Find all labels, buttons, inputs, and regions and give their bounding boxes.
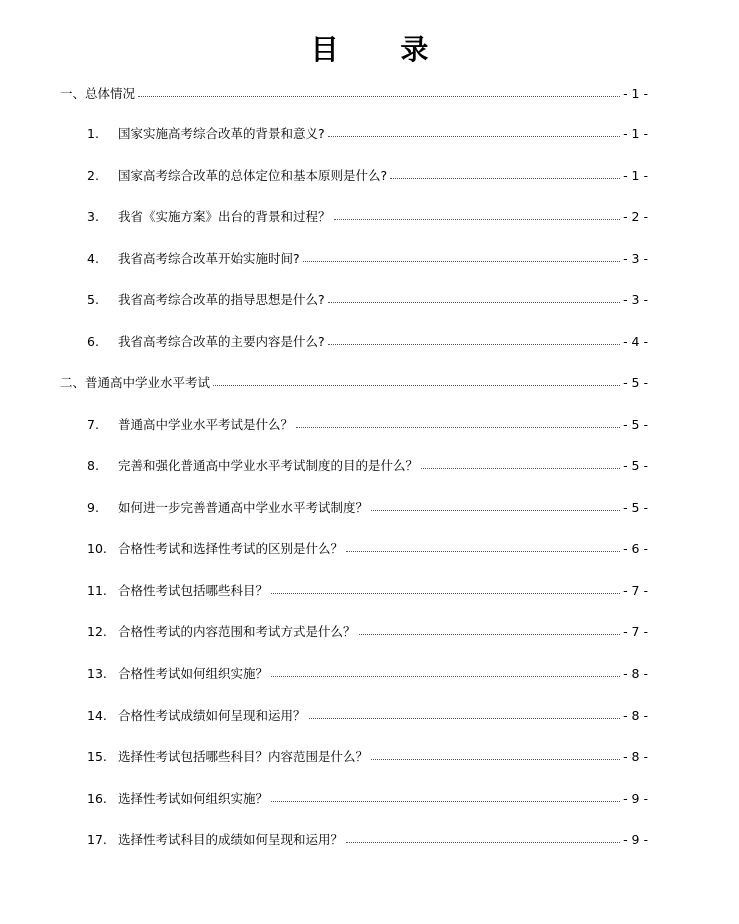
toc-entry-number: 17. <box>87 832 107 847</box>
dot-leader <box>303 260 620 262</box>
dot-leader <box>271 675 620 677</box>
toc-entry-text: 我省高考综合改革的指导思想是什么? <box>118 292 325 307</box>
toc-entry-page: - 5 - <box>623 375 648 390</box>
page-title: 目 录 <box>310 33 455 66</box>
dot-leader <box>296 426 620 428</box>
dot-leader <box>271 592 620 594</box>
toc-entry-number: 12. <box>87 624 107 639</box>
toc-entry-number: 15. <box>87 749 107 764</box>
toc-entry-number: 16. <box>87 791 107 806</box>
toc-entry[interactable] <box>60 290 648 310</box>
toc-entry-page: - 3 - <box>623 292 648 307</box>
toc-entry-text: 我省高考综合改革开始实施时间? <box>118 251 300 266</box>
toc-entry[interactable] <box>60 539 648 559</box>
toc-entry[interactable] <box>60 830 648 850</box>
dot-leader <box>328 135 620 137</box>
dot-leader <box>138 95 620 97</box>
toc-entry-page: - 4 - <box>623 334 648 349</box>
dot-leader <box>271 800 620 802</box>
toc-entry[interactable] <box>60 249 648 269</box>
toc-entry-page: - 1 - <box>623 126 648 141</box>
toc-entry[interactable] <box>60 332 648 352</box>
toc-entry[interactable] <box>60 498 648 518</box>
dot-leader <box>334 218 621 220</box>
toc-entry-page: - 8 - <box>623 749 648 764</box>
toc-entry-number: 4. <box>87 251 99 266</box>
toc-entry-page: - 5 - <box>623 500 648 515</box>
toc-entry-text: 合格性考试的内容范围和考试方式是什么？ <box>118 624 356 639</box>
toc-entry-text: 合格性考试如何组织实施？ <box>118 666 269 681</box>
toc-entry[interactable] <box>60 415 648 435</box>
toc-entry-number: 5. <box>87 292 99 307</box>
toc-entry-page: - 2 - <box>623 209 648 224</box>
dot-leader <box>309 717 621 719</box>
toc-entry-text: 选择性考试包括哪些科目？内容范围是什么？ <box>118 749 369 764</box>
toc-entry[interactable] <box>60 166 648 186</box>
toc-entry-number: 3. <box>87 209 99 224</box>
toc-entry-page: - 8 - <box>623 708 648 723</box>
toc-entry-text: 合格性考试包括哪些科目？ <box>118 583 269 598</box>
dot-leader <box>346 841 620 843</box>
dot-leader <box>213 384 620 386</box>
toc-entry-page: - 7 - <box>623 583 648 598</box>
toc-entry-text: 合格性考试成绩如何呈现和运用？ <box>118 708 306 723</box>
toc-entry-number: 2. <box>87 168 99 183</box>
toc-entry-page: - 5 - <box>623 417 648 432</box>
toc-entry-text: 如何进一步完善普通高中学业水平考试制度？ <box>118 500 369 515</box>
toc-entry-number: 13. <box>87 666 107 681</box>
dot-leader <box>421 467 620 469</box>
dot-leader <box>346 550 620 552</box>
toc-entry-number: 8. <box>87 458 99 473</box>
toc-entry[interactable] <box>60 373 648 393</box>
toc-entry-number: 11. <box>87 583 107 598</box>
toc-entry-text: 普通高中学业水平考试是什么？ <box>118 417 294 432</box>
toc-entry-text: 我省高考综合改革的主要内容是什么? <box>118 334 325 349</box>
toc-entry-text: 国家高考综合改革的总体定位和基本原则是什么? <box>118 168 388 183</box>
toc-entry-text: 我省《实施方案》出台的背景和过程？ <box>118 209 331 224</box>
toc-entry-number: 10. <box>87 541 107 556</box>
toc-entry[interactable] <box>60 664 648 684</box>
toc-entry[interactable] <box>60 581 648 601</box>
toc-entry-number: 7. <box>87 417 99 432</box>
toc-entry-text: 完善和强化普通高中学业水平考试制度的目的是什么？ <box>118 458 419 473</box>
dot-leader <box>359 633 621 635</box>
toc-entry-number: 1. <box>87 126 99 141</box>
dot-leader <box>390 177 620 179</box>
toc-entry[interactable] <box>60 456 648 476</box>
toc-entry-text: 一、总体情况 <box>60 86 136 101</box>
toc-entry-page: - 1 - <box>623 86 648 101</box>
toc-entry-page: - 8 - <box>623 666 648 681</box>
toc-entry-text: 国家实施高考综合改革的背景和意义? <box>118 126 325 141</box>
toc-entry[interactable] <box>60 706 648 726</box>
dot-leader <box>328 301 620 303</box>
toc-entry-page: - 6 - <box>623 541 648 556</box>
toc-entry-page: - 5 - <box>623 458 648 473</box>
toc-entry-text: 选择性考试科目的成绩如何呈现和运用？ <box>118 832 344 847</box>
toc-entry[interactable] <box>60 789 648 809</box>
dot-leader <box>371 509 620 511</box>
toc-entry-number: 6. <box>87 334 99 349</box>
toc-entry-page: - 9 - <box>623 791 648 806</box>
toc-entry-page: - 3 - <box>623 251 648 266</box>
toc-entry-page: - 9 - <box>623 832 648 847</box>
toc-entry[interactable] <box>60 84 648 104</box>
dot-leader <box>371 758 620 760</box>
toc-entry-number: 14. <box>87 708 107 723</box>
toc-entry-page: - 1 - <box>623 168 648 183</box>
toc-entry-page: - 7 - <box>623 624 648 639</box>
toc-entry-number: 9. <box>87 500 99 515</box>
toc-entry-text: 合格性考试和选择性考试的区别是什么？ <box>118 541 344 556</box>
toc-entry-text: 选择性考试如何组织实施？ <box>118 791 269 806</box>
toc-entry[interactable] <box>60 207 648 227</box>
toc-entry[interactable] <box>60 747 648 767</box>
toc-entry-text: 二、普通高中学业水平考试 <box>60 375 211 390</box>
dot-leader <box>328 343 620 345</box>
toc-entry[interactable] <box>60 124 648 144</box>
toc-entry[interactable] <box>60 622 648 642</box>
